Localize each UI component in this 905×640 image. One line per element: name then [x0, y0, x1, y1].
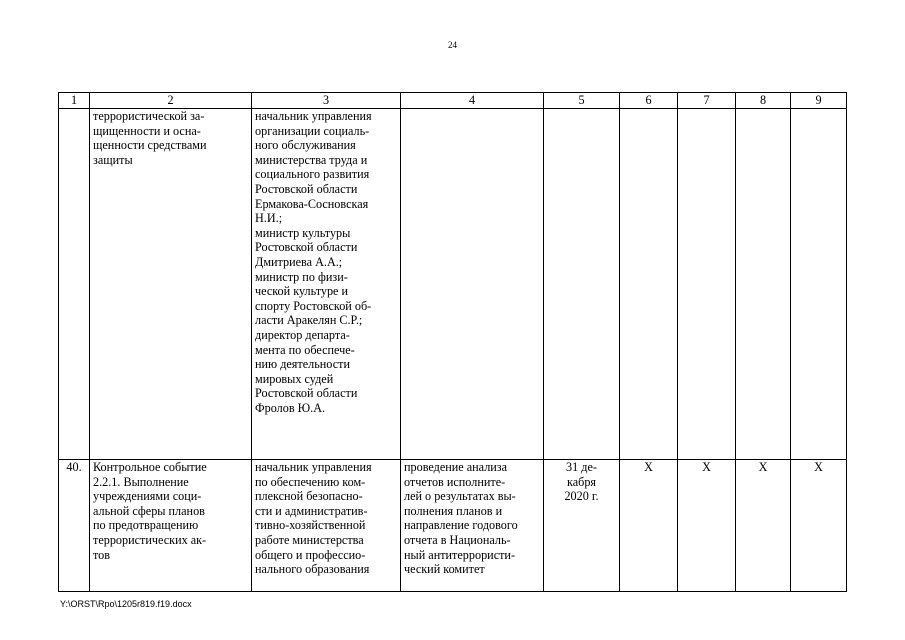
- date-cell: [544, 109, 620, 460]
- page-number: 24: [448, 40, 457, 50]
- column-header-6: 6: [620, 93, 678, 109]
- mark-cell-7: [678, 109, 736, 460]
- result-cell: [401, 109, 544, 460]
- column-header-8: 8: [736, 93, 791, 109]
- result-cell: проведение анализа отчетов исполните- лей о результатах вы- полнения планов и направление годового отчета в Националь- ный антитеррористи- ческий комитет: [401, 460, 544, 592]
- table-row: [59, 460, 847, 592]
- column-header-7: 7: [678, 93, 736, 109]
- file-path-footer: Y:\ORST\Rpo\1205r819.f19.docx: [60, 599, 192, 609]
- document-table: [58, 92, 847, 592]
- column-header-1: 1: [59, 93, 90, 109]
- column-header-5: 5: [544, 93, 620, 109]
- event-name-cell: Контрольное событие 2.2.1. Выполнение учреждениями соци- альной сферы планов по предотвращению террористических ак- тов: [90, 460, 252, 592]
- mark-cell-7: X: [678, 460, 736, 592]
- date-cell: 31 де- кабря 2020 г.: [544, 460, 620, 592]
- mark-cell-9: [791, 109, 847, 460]
- row-number-cell: 40.: [59, 460, 90, 592]
- mark-cell-8: X: [736, 460, 791, 592]
- table-row: [59, 109, 847, 460]
- mark-cell-9: X: [791, 460, 847, 592]
- responsible-cell: начальник управления организации социаль- ного обслуживания министерства труда и социального развития Ростовской области Ермакова-Сосновская Н.И.; министр культуры Ростовской области Дмитриева А.А.; министр по физи- ческой культуре и спорту Ростовской об- ласти Аракелян С.Р.; директор департа- мента по обеспече- нию деятельности мировых судей Ростовской области Фролов Ю.А.: [252, 109, 401, 460]
- table-header-row: [59, 93, 847, 109]
- column-header-3: 3: [252, 93, 401, 109]
- mark-cell-6: [620, 109, 678, 460]
- mark-cell-6: X: [620, 460, 678, 592]
- column-header-9: 9: [791, 93, 847, 109]
- column-header-2: 2: [90, 93, 252, 109]
- column-header-4: 4: [401, 93, 544, 109]
- mark-cell-8: [736, 109, 791, 460]
- event-name-cell: террористической за- щищенности и осна- щенности средствами защиты: [90, 109, 252, 460]
- responsible-cell: начальник управления по обеспечению ком- плексной безопасно- сти и административ- тивно-хозяйственной работе министерства общего и профессио- нального образования: [252, 460, 401, 592]
- row-number-cell: [59, 109, 90, 460]
